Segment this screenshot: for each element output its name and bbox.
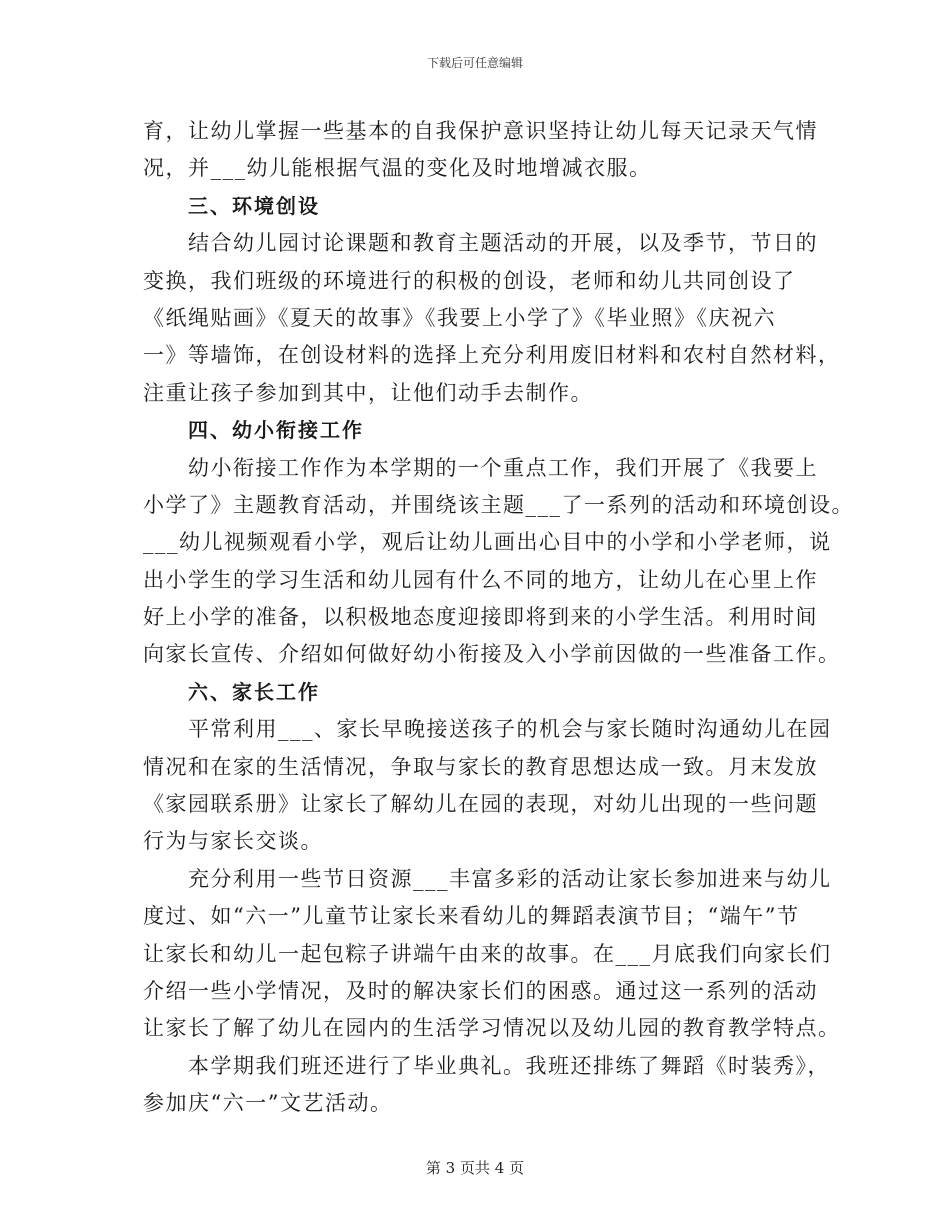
body-line: 况，并___幼儿能根据气温的变化及时地增减衣服。	[143, 156, 652, 181]
body-line: 一》等墙饰，在创设材料的选择上充分利用废旧材料和农村自然材料，	[143, 343, 841, 368]
body-line: 结合幼儿园讨论课题和教育主题活动的开展，以及季节，节日的	[188, 231, 818, 256]
body-line: 度过、如“六一”儿童节让家长来看幼儿的舞蹈表演节目；“端午”节	[143, 904, 800, 929]
body-line: 育，让幼儿掌握一些基本的自我保护意识坚持让幼儿每天记录天气情	[143, 119, 818, 143]
body-line: 行为与家长交谈。	[143, 829, 323, 854]
body-line: 让家长了解了幼儿在园内的生活学习情况以及幼儿园的教育教学特点。	[143, 1016, 841, 1041]
body-line: 平常利用___、家长早晚接送孩子的机会与家长随时沟通幼儿在园	[188, 717, 832, 742]
body-line: 出小学生的学习生活和幼儿园有什么不同的地方，让幼儿在心里上作	[143, 567, 818, 592]
section-heading-transition: 四、幼小衔接工作	[188, 418, 364, 443]
section-heading-parents: 六、家长工作	[188, 679, 320, 704]
document-body	[143, 113, 854, 1123]
body-line: 介绍一些小学情况，及时的解决家长们的困惑。通过这一系列的活动	[143, 978, 818, 1003]
body-line: 情况和在家的生活情况，争取与家长的教育思想达成一致。月末发放	[143, 754, 818, 779]
body-line: 让家长和幼儿一起包粽子讲端午由来的故事。在___月底我们向家长们	[143, 941, 832, 966]
body-line: 向家长宣传、介绍如何做好幼小衔接及入小学前因做的一些准备工作。	[143, 642, 841, 667]
body-line: 本学期我们班还进行了毕业典礼。我班还排练了舞蹈《时装秀》，	[188, 1053, 830, 1078]
body-line: 《家园联系册》让家长了解幼儿在园的表现，对幼儿出现的一些问题	[143, 792, 818, 817]
section-heading-environment: 三、环境创设	[188, 193, 320, 218]
body-line: 小学了》主题教育活动，并围绕该主题___了一系列的活动和环境创设。	[143, 492, 854, 517]
page-header: 下载后可任意编辑	[426, 56, 523, 70]
body-line: 《纸绳贴画》《夏天的故事》《我要上小学了》《毕业照》《庆祝六	[143, 305, 776, 330]
body-line: 注重让孩子参加到其中，让他们动手去制作。	[143, 380, 593, 405]
page-number-footer: 第 3 页共 4 页	[425, 1159, 525, 1177]
body-line: 变换，我们班级的环境进行的积极的创设，老师和幼儿共同创设了	[143, 268, 796, 293]
body-line: 好上小学的准备，以积极地态度迎接即将到来的小学生活。利用时间	[143, 605, 818, 630]
body-line: ___幼儿视频观看小学，观后让幼儿画出心目中的小学和小学老师，说	[143, 530, 832, 555]
body-line: 充分利用一些节日资源___丰富多彩的活动让家长参加进来与幼儿	[188, 866, 832, 891]
body-line: 参加庆“六一”文艺活动。	[143, 1091, 393, 1116]
body-line: 幼小衔接工作作为本学期的一个重点工作，我们开展了《我要上	[188, 455, 818, 480]
